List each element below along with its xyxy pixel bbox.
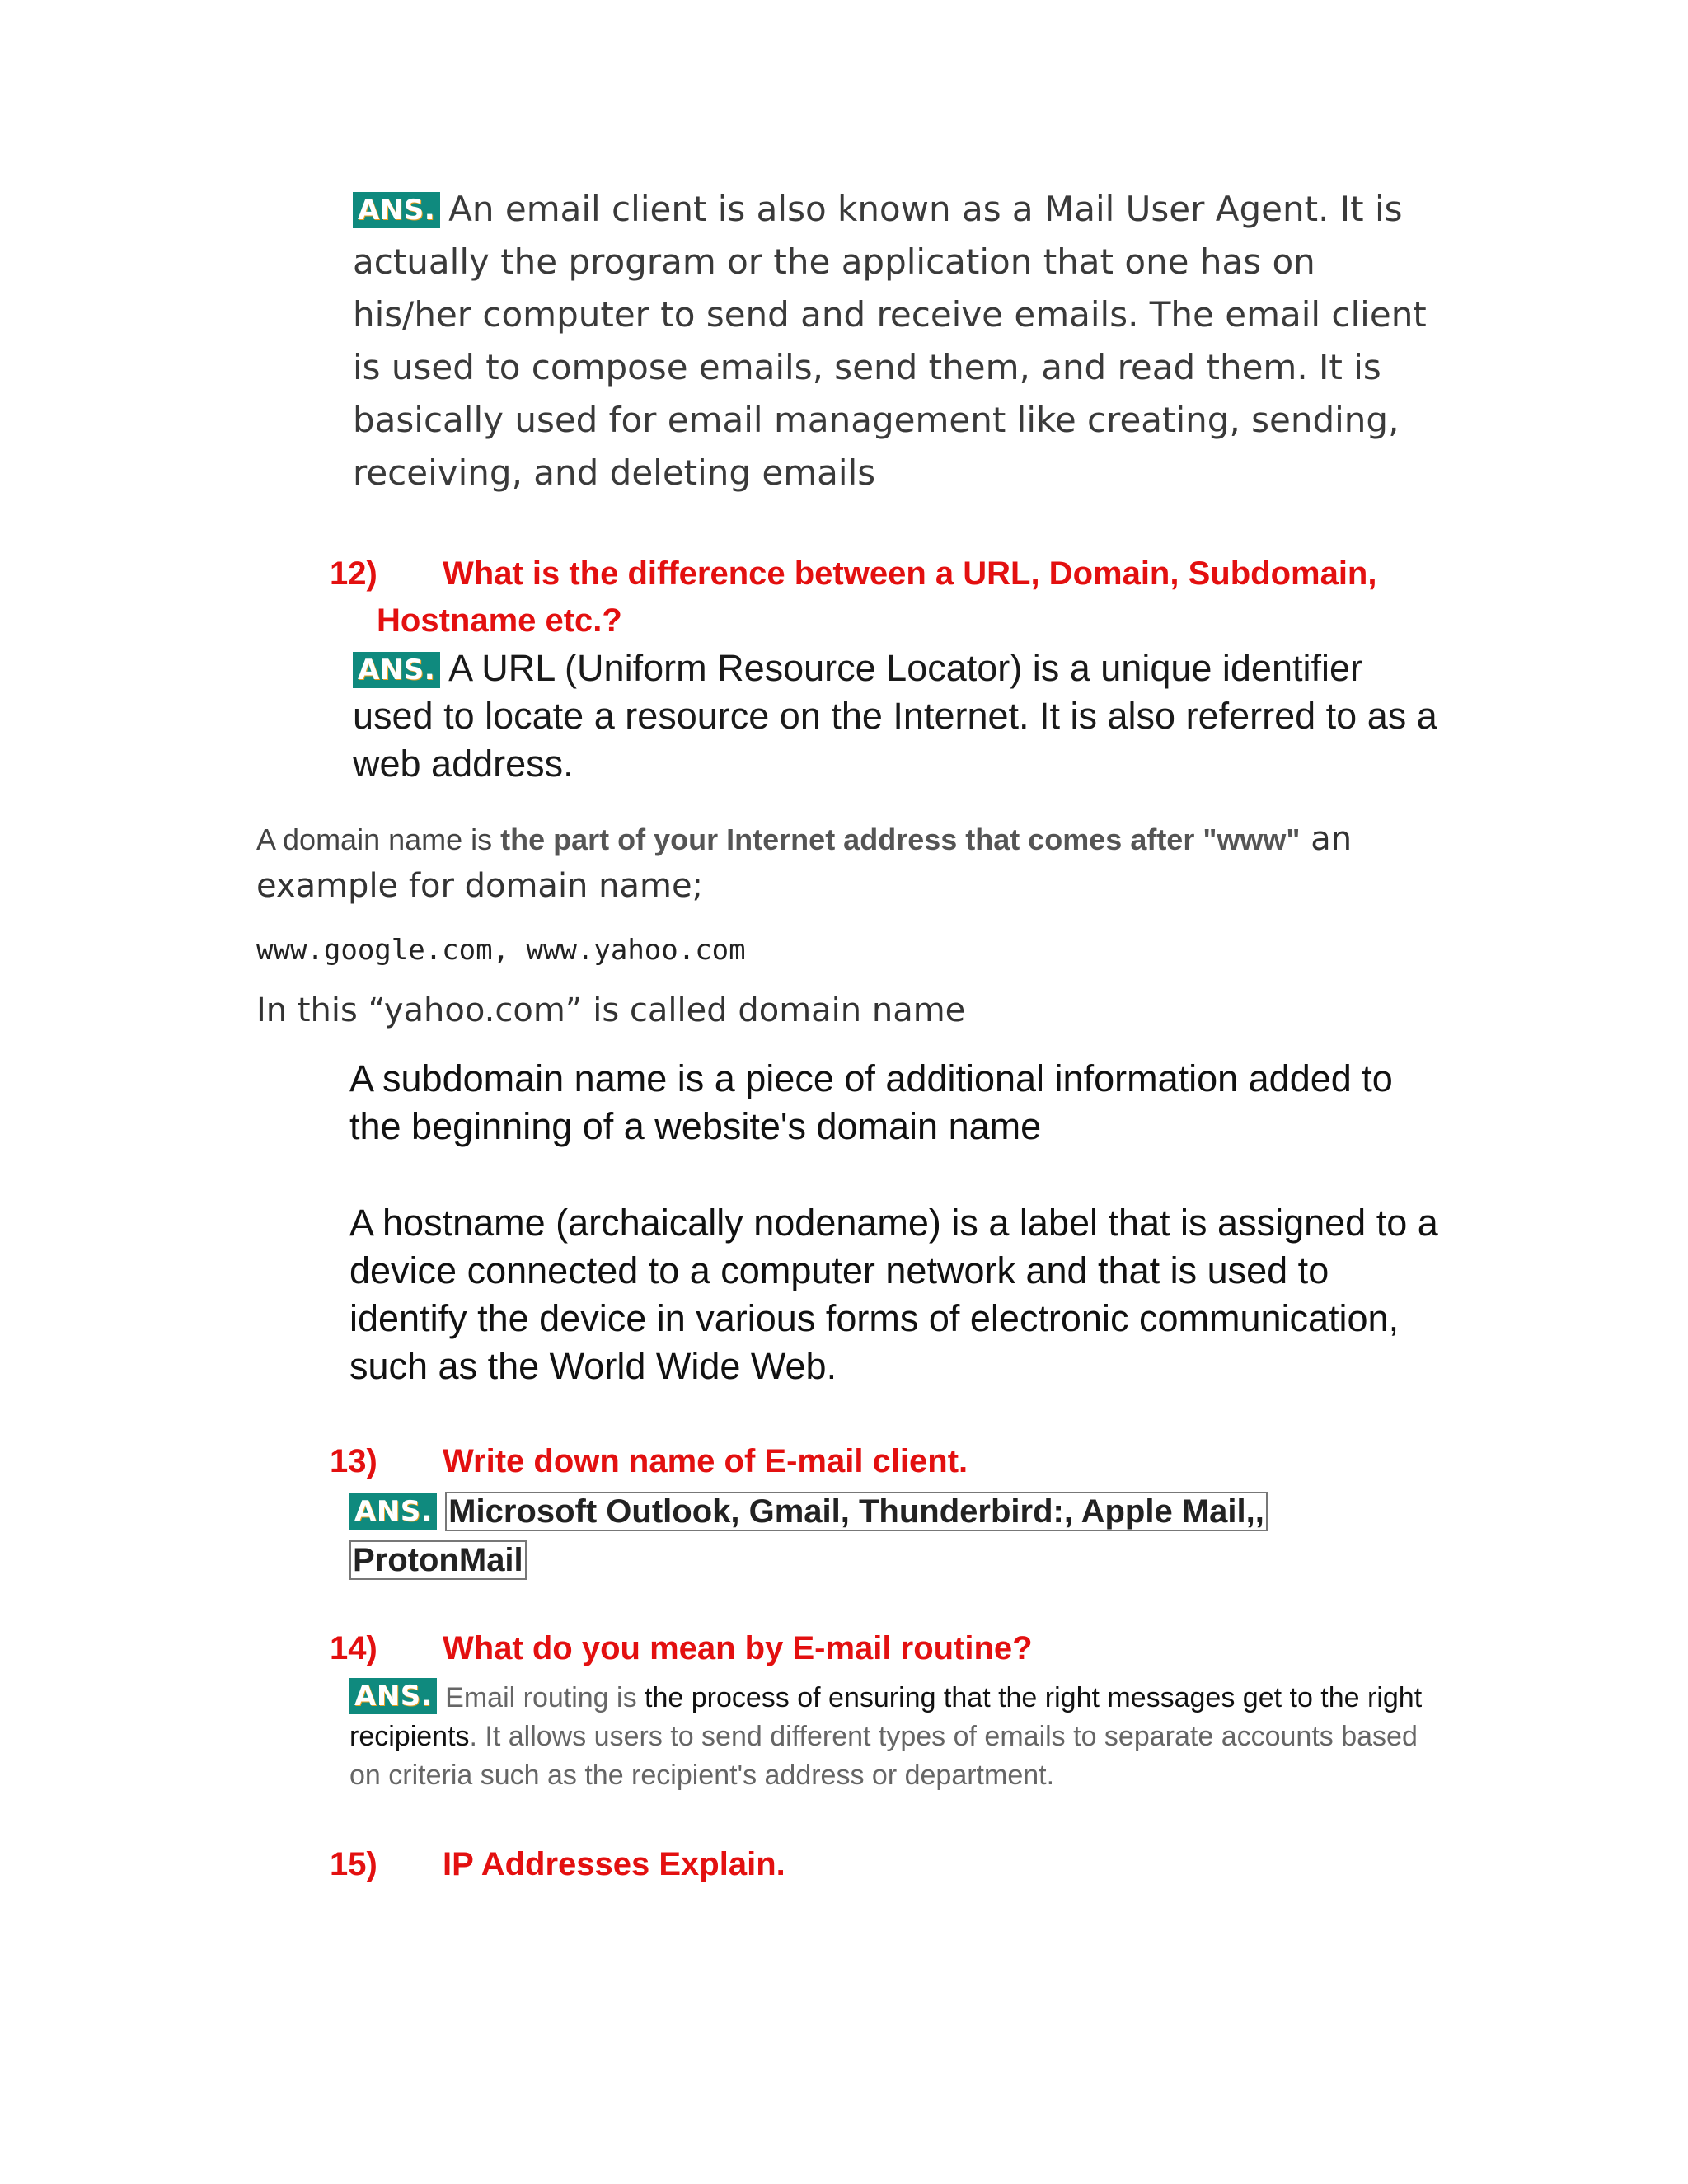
code-example: www.google.com, www.yahoo.com (256, 934, 746, 967)
domain-tail: an (1300, 820, 1353, 858)
subdomain-definition: A subdomain name is a piece of additional information added to the beginning of a website's domain name (349, 1057, 1393, 1147)
answer-12-url (353, 644, 1441, 788)
answer-11 (353, 183, 1441, 499)
url-definition: A URL (Uniform Resource Locator) is a unique identifier used to locate a resource on the Internet. It is also referred to as a web address. (353, 647, 1437, 785)
routing-recipients: right recipients (349, 1682, 1423, 1752)
question-number: 15) (330, 1846, 377, 1882)
question-text: What is the difference between a URL, Domain, Subdomain, (443, 555, 1377, 592)
email-clients-line2: ProtonMail (349, 1540, 527, 1580)
email-clients-line1: Microsoft Outlook, Gmail, Thunderbird:, Apple Mail,, (445, 1492, 1268, 1531)
routing-term: Email routing is (445, 1682, 645, 1713)
question-text: Write down name of E-mail client. (443, 1443, 968, 1479)
answer-13 (349, 1488, 1446, 1585)
question-number: 13) (330, 1443, 377, 1479)
question-12 (330, 551, 1484, 649)
ans-badge: ANS. (353, 192, 440, 228)
question-text: What do you mean by E-mail routine? (443, 1630, 1033, 1666)
question-text-continued: Hostname etc.? (377, 602, 622, 639)
hostname-definition: A hostname (archaically nodename) is a label that is assigned to a device connected to a computer network and that is used to identify the device in various forms of electronic communication, such as the World Wide Web. (349, 1202, 1438, 1387)
domain-bold-phrase: the part of your Internet address that comes after "www" (500, 823, 1301, 856)
question-15 (330, 1841, 1484, 1888)
answer-14 (349, 1678, 1446, 1795)
answer-11-text: An email client is also known as a Mail User Agent. It is actually the program or the application that one has on his/her computer to send and receive emails. The email client is used to compose emails, send them, and read them. It is basically used for email management like creating, sending, receiving, and deleting emails (353, 189, 1427, 493)
ans-badge: ANS. (353, 652, 440, 688)
ans-badge: ANS. (349, 1493, 437, 1530)
question-number: 12) (330, 555, 377, 592)
domain-definition (256, 816, 1427, 910)
question-number: 14) (330, 1630, 377, 1666)
domain-prefix: A domain name is (256, 823, 501, 856)
question-14 (330, 1625, 1484, 1672)
routing-definition: the process of ensuring that the right messages get to the (645, 1682, 1360, 1713)
question-text: IP Addresses Explain. (443, 1846, 785, 1882)
domain-example-intro: example for domain name; (256, 867, 704, 905)
question-13 (330, 1438, 1484, 1485)
routing-explanation: . It allows users to send different types of emails to separate accounts based on criteria such as the recipient's address or department. (349, 1721, 1418, 1791)
domain-example-note: In this “yahoo.com” is called domain name (256, 991, 966, 1029)
ans-badge: ANS. (349, 1678, 437, 1714)
